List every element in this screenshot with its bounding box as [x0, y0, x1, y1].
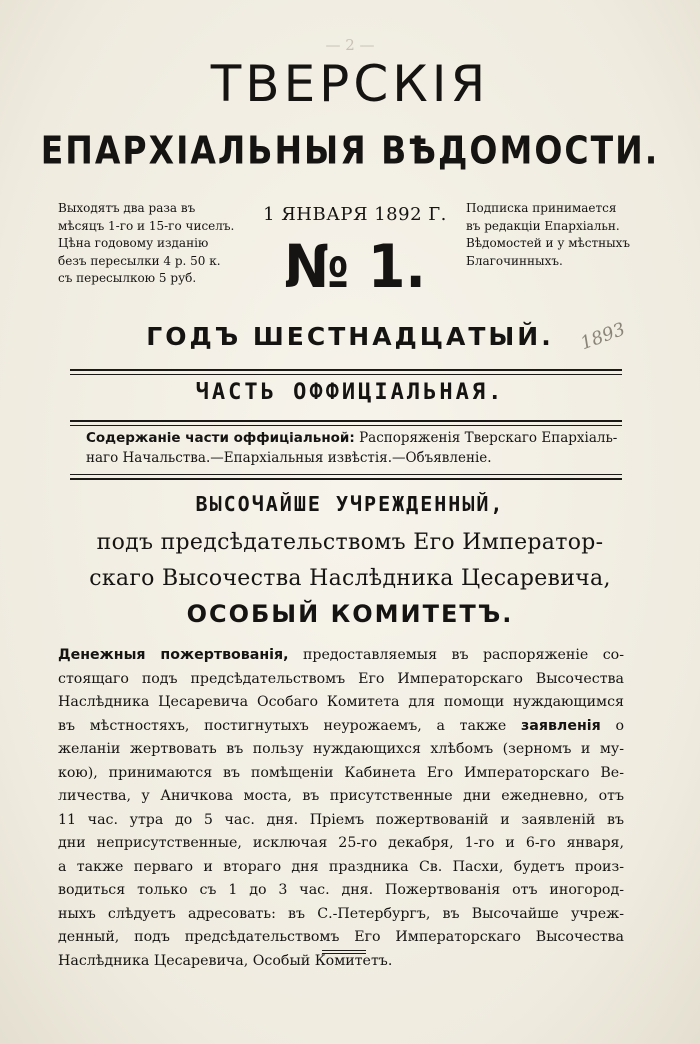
committee-heading-3: скаго Высочества Наслѣдника Цесаревича,	[89, 566, 611, 591]
contents-label: Содержаніе части оффиціальной:	[86, 430, 355, 446]
body-line: а также перваго и втораго дня праздника Св. Пасхи, будетъ произ-	[58, 858, 624, 875]
body-line: личества, у Аничкова моста, въ присутственные дни ежедневно, отъ	[58, 788, 624, 804]
contents-text-2: наго Начальства.—Епархіальныя извѣстія.—Объявленіе.	[86, 450, 492, 466]
divider-under-section-thin	[70, 425, 622, 426]
info-right-line: Благочинныхъ.	[466, 253, 563, 268]
body-line: желаніи жертвовать въ пользу нуждающихся хлѣбомъ (зерномъ и му-	[58, 741, 624, 757]
body-line: дни неприсутственные, исключая 25-го декабря, 1-го и 6-го января,	[58, 835, 624, 851]
body-line: ныхъ слѣдуетъ адресовать: въ С.-Петербургъ, въ Высочайше учреж-	[58, 905, 624, 922]
body-line: Наслѣдника Цесаревича, Особый Комитетъ.	[58, 952, 393, 969]
masthead-title-line2: ЕПАРХІАЛЬНЫЯ ВѢДОМОСТИ.	[40, 128, 660, 173]
divider-double-top	[70, 369, 622, 371]
info-right-line: Вѣдомостей и у мѣстныхъ	[466, 236, 631, 250]
body-line: 11 час. утра до 5 час. дня. Пріемъ пожертвованій и заявленій въ	[58, 811, 624, 828]
page-number: — 2 —	[325, 36, 375, 54]
info-right-line: Подписка принимается	[466, 201, 617, 215]
masthead-title-line1: ТВЕРСКІЯ	[210, 55, 490, 113]
info-left-line: мѣсяцъ 1-го и 15-го чиселъ.	[58, 218, 235, 233]
body-line: Наслѣдника Цесаревича Особаго Комитета для помощи нуждающимся	[58, 694, 624, 710]
contents-summary	[86, 428, 626, 468]
committee-heading-2: подъ предсѣдательствомъ Его Император-	[96, 530, 604, 555]
handwritten-note: 1893	[577, 318, 629, 355]
committee-heading-1: ВЫСОЧАЙШЕ УЧРЕЖДЕННЫЙ,	[195, 492, 505, 516]
info-left-line: Цѣна годовому изданію	[58, 236, 209, 250]
info-left-line: съ пересылкою 5 руб.	[58, 271, 197, 285]
contents-text: Распоряженія Тверскаго Епархіаль-	[354, 430, 618, 446]
issue-number: № 1.	[284, 231, 426, 302]
body-line: денный, подъ предсѣдательствомъ Его Императорскаго Высочества	[58, 929, 624, 945]
divider-under-contents-bold	[70, 478, 622, 480]
body-line: кою), принимаются въ помѣщеніи Кабинета Его Императорскаго Ве-	[58, 764, 624, 781]
publication-info-right	[466, 200, 646, 270]
section-title: ЧАСТЬ ОФФИЦІАЛЬНАЯ.	[195, 380, 505, 405]
info-right-line: въ редакціи Епархіальн.	[466, 218, 620, 233]
issue-date: 1 ЯНВАРЯ 1892 Г.	[263, 204, 447, 225]
body-line: стоящаго подъ предсѣдательствомъ Его Императорскаго Высочества	[58, 670, 624, 687]
body-line: предоставляемыя въ распоряженіе со-	[288, 647, 624, 663]
body-bold-lead: Денежныя пожертвованія,	[58, 647, 289, 663]
body-line: водиться только съ 1 до 3 час. дня. Пожертвованія отъ иногород-	[58, 882, 624, 898]
info-left-line: Выходятъ два раза въ	[58, 201, 196, 215]
body-line: въ мѣстностяхъ, постигнутыхъ неурожаемъ, а также	[58, 717, 522, 734]
publication-info-left	[58, 200, 246, 288]
end-ornament	[322, 950, 366, 956]
year-title: ГОДЪ ШЕСТНАДЦАТЫЙ.	[146, 322, 554, 351]
committee-heading-4: ОСОБЫЙ КОМИТЕТЪ.	[186, 600, 514, 628]
body-line: о	[600, 717, 624, 734]
divider-thin-top	[70, 374, 622, 375]
body-bold-word: заявленія	[521, 717, 601, 734]
announcement-body	[58, 644, 624, 973]
divider-under-section	[70, 420, 622, 422]
info-left-line: безъ пересылки 4 р. 50 к.	[58, 253, 221, 268]
divider-under-contents	[70, 474, 622, 475]
